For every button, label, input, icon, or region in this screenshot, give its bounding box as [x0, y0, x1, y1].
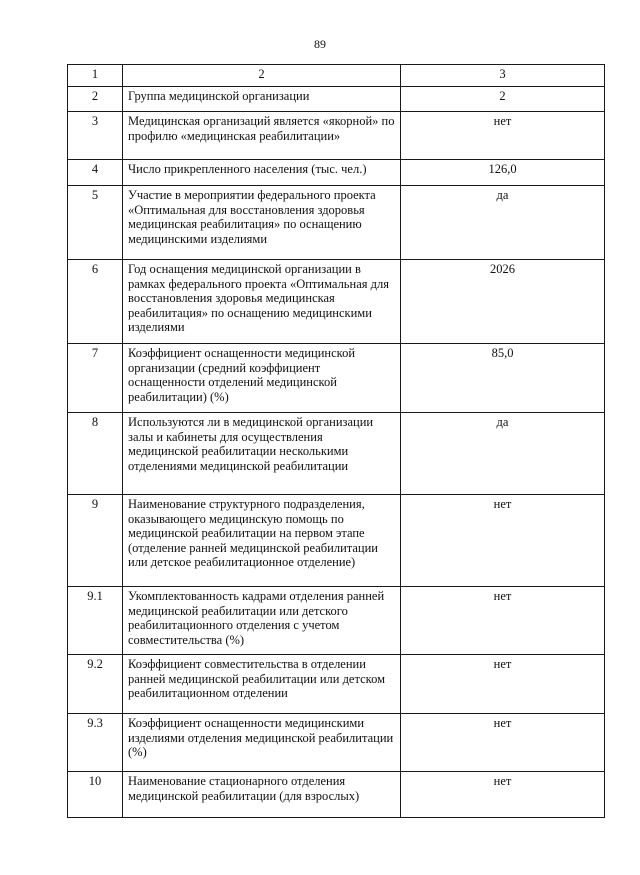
row-value: нет — [401, 772, 605, 818]
row-label: Медицинская организаций является «якорной» по профилю «медицинская реабилитации» — [123, 112, 401, 160]
row-value: нет — [401, 495, 605, 587]
row-number: 6 — [68, 260, 123, 344]
row-value: да — [401, 186, 605, 260]
data-table — [67, 64, 605, 818]
page-number: 89 — [314, 37, 326, 51]
table-row — [68, 714, 605, 772]
row-number: 9.3 — [68, 714, 123, 772]
row-number: 9.2 — [68, 655, 123, 714]
row-number: 9 — [68, 495, 123, 587]
row-number: 10 — [68, 772, 123, 818]
table-row — [68, 260, 605, 344]
table-row — [68, 160, 605, 186]
row-value: 2026 — [401, 260, 605, 344]
row-value: 2 — [401, 87, 605, 112]
row-label: Участие в мероприятии федерального проекта «Оптимальная для восстановления здоровья медицинская реабилитация» по оснащению медицинскими изделиями — [123, 186, 401, 260]
row-value: нет — [401, 112, 605, 160]
row-value: нет — [401, 655, 605, 714]
table-row — [68, 655, 605, 714]
row-value: нет — [401, 714, 605, 772]
table-row — [68, 772, 605, 818]
header-col-2: 2 — [123, 65, 401, 87]
table-row — [68, 186, 605, 260]
row-label: Коэффициент совместительства в отделении ранней медицинской реабилитации или детском реабилитационном отделении — [123, 655, 401, 714]
row-label: Группа медицинской организации — [123, 87, 401, 112]
table-row — [68, 112, 605, 160]
row-label: Коэффициент оснащенности медицинской организации (средний коэффициент оснащенности отделений медицинской реабилитации) (%) — [123, 344, 401, 413]
header-col-1: 1 — [68, 65, 123, 87]
table-row — [68, 587, 605, 655]
row-number: 9.1 — [68, 587, 123, 655]
row-label: Укомплектованность кадрами отделения ранней медицинской реабилитации или детского реабилитационного отделения с учетом совместительства (%) — [123, 587, 401, 655]
row-number: 3 — [68, 112, 123, 160]
table-row — [68, 87, 605, 112]
row-label: Коэффициент оснащенности медицинскими изделиями отделения медицинской реабилитации (%) — [123, 714, 401, 772]
header-col-3: 3 — [401, 65, 605, 87]
row-label: Наименование структурного подразделения, оказывающего медицинскую помощь по медицинской реабилитации на первом этапе (отделение ранней медицинской реабилитации или детское реабилитационное отделение) — [123, 495, 401, 587]
header-row — [68, 65, 605, 87]
row-label: Наименование стационарного отделения медицинской реабилитации (для взрослых) — [123, 772, 401, 818]
row-value: 85,0 — [401, 344, 605, 413]
row-number: 4 — [68, 160, 123, 186]
table-row — [68, 413, 605, 495]
table-row — [68, 495, 605, 587]
row-label: Используются ли в медицинской организации залы и кабинеты для осуществления медицинской реабилитации несколькими отделениями медицинской реабилитации — [123, 413, 401, 495]
row-number: 2 — [68, 87, 123, 112]
row-number: 8 — [68, 413, 123, 495]
row-value: 126,0 — [401, 160, 605, 186]
row-label: Год оснащения медицинской организации в рамках федерального проекта «Оптимальная для восстановления здоровья медицинская реабилитация» по оснащению медицинскими изделиями — [123, 260, 401, 344]
row-number: 5 — [68, 186, 123, 260]
row-number: 7 — [68, 344, 123, 413]
row-label: Число прикрепленного населения (тыс. чел.) — [123, 160, 401, 186]
row-value: нет — [401, 587, 605, 655]
row-value: да — [401, 413, 605, 495]
table-row — [68, 344, 605, 413]
